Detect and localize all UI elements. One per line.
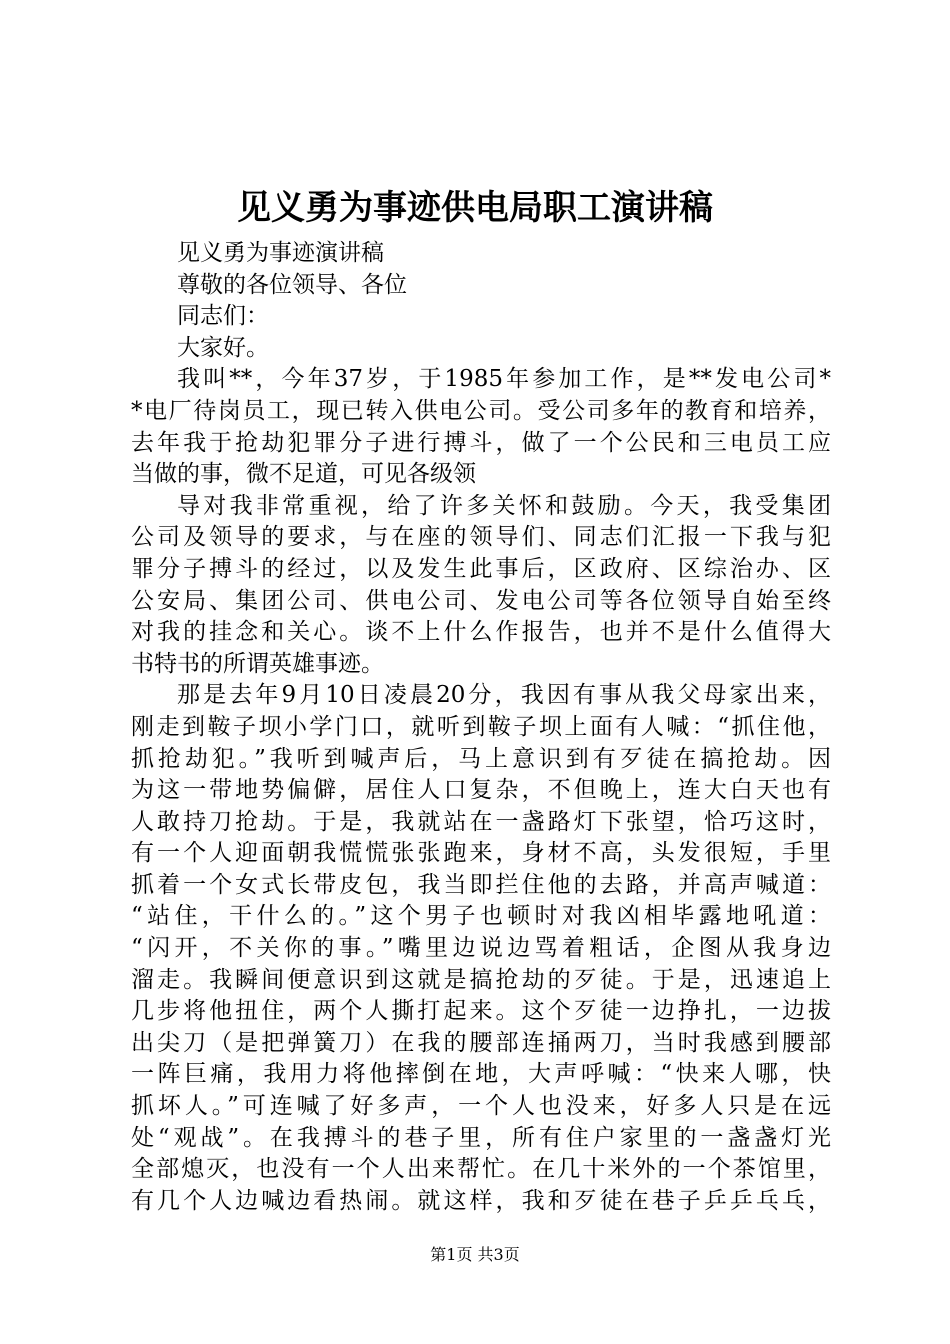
body-line: 几步将他扭住，两个人撕打起来。这个歹徒一边挣扎，一边拔 <box>131 998 831 1025</box>
body-line: 那是去年9月10日凌晨20分，我因有事从我父母家出来， <box>177 682 831 709</box>
body-line: 罪分子搏斗的经过，以及发生此事后，区政府、区综治办、区 <box>131 555 831 582</box>
body-line: “闪开，不关你的事。”嘴里边说边骂着粗话，企图从我身边 <box>131 935 831 962</box>
body-line: 去年我于抢劫犯罪分子进行搏斗，做了一个公民和三电员工应 <box>131 429 831 456</box>
body-line: 大家好。 <box>177 334 269 361</box>
body-line: 对我的挂念和关心。谈不上什么作报告，也并不是什么值得大 <box>131 619 831 646</box>
body-line: 有一个人迎面朝我慌慌张张跑来，身材不高，头发很短，手里 <box>131 840 831 867</box>
document-title: 见义勇为事迹供电局职工演讲稿 <box>237 188 713 228</box>
body-line: *电厂待岗员工，现已转入供电公司。受公司多年的教育和培养， <box>131 397 831 424</box>
page-footer: 第1页 共3页 <box>430 1245 520 1264</box>
body-line: 全部熄灭，也没有一个人出来帮忙。在几十米外的一个茶馆里， <box>131 1156 831 1183</box>
body-line: 见义勇为事迹演讲稿 <box>177 240 384 266</box>
body-line: 有几个人边喊边看热闹。就这样，我和歹徒在巷子乒乒乓乓， <box>131 1187 831 1214</box>
body-line: 我叫**，今年37岁，于1985年参加工作，是**发电公司* <box>177 366 831 393</box>
body-line: 书特书的所谓英雄事迹。 <box>131 650 384 677</box>
body-line: 刚走到鞍子坝小学门口，就听到鞍子坝上面有人喊：“抓住他， <box>131 713 831 740</box>
body-line: 公安局、集团公司、供电公司、发电公司等各位领导自始至终 <box>131 587 831 614</box>
body-line: 公司及领导的要求，与在座的领导们、同志们汇报一下我与犯 <box>131 524 831 551</box>
body-line: 为这一带地势偏僻，居住人口复杂，不但晚上，连大白天也有 <box>131 777 831 804</box>
body-line: 当做的事，微不足道，可见各级领 <box>131 461 476 488</box>
body-line: 人敢持刀抢劫。于是，我就站在一盏路灯下张望，恰巧这时， <box>131 808 831 835</box>
body-line: 出尖刀（是把弹簧刀）在我的腰部连捅两刀，当时我感到腰部 <box>131 1029 831 1056</box>
body-line: 处“观战”。在我搏斗的巷子里，所有住户家里的一盏盏灯光 <box>131 1124 831 1151</box>
body-line: 抓坏人。”可连喊了好多声，一个人也没来，好多人只是在远 <box>131 1093 831 1120</box>
body-line: 导对我非常重视，给了许多关怀和鼓励。今天，我受集团 <box>177 492 831 519</box>
body-line: 抓着一个女式长带皮包，我当即拦住他的去路，并高声喊道： <box>131 871 831 898</box>
body-line: 尊敬的各位领导、各位 <box>177 271 407 298</box>
body-line: 溜走。我瞬间便意识到这就是搞抢劫的歹徒。于是，迅速追上 <box>131 966 831 993</box>
body-line: 同志们： <box>177 303 269 330</box>
body-line: “站住，干什么的。”这个男子也顿时对我凶相毕露地吼道： <box>131 903 831 930</box>
body-line: 抓抢劫犯。”我听到喊声后，马上意识到有歹徒在搞抢劫。因 <box>131 745 831 772</box>
document-body <box>131 238 831 1217</box>
body-line: 一阵巨痛，我用力将他摔倒在地，大声呼喊：“快来人哪，快 <box>131 1061 831 1088</box>
